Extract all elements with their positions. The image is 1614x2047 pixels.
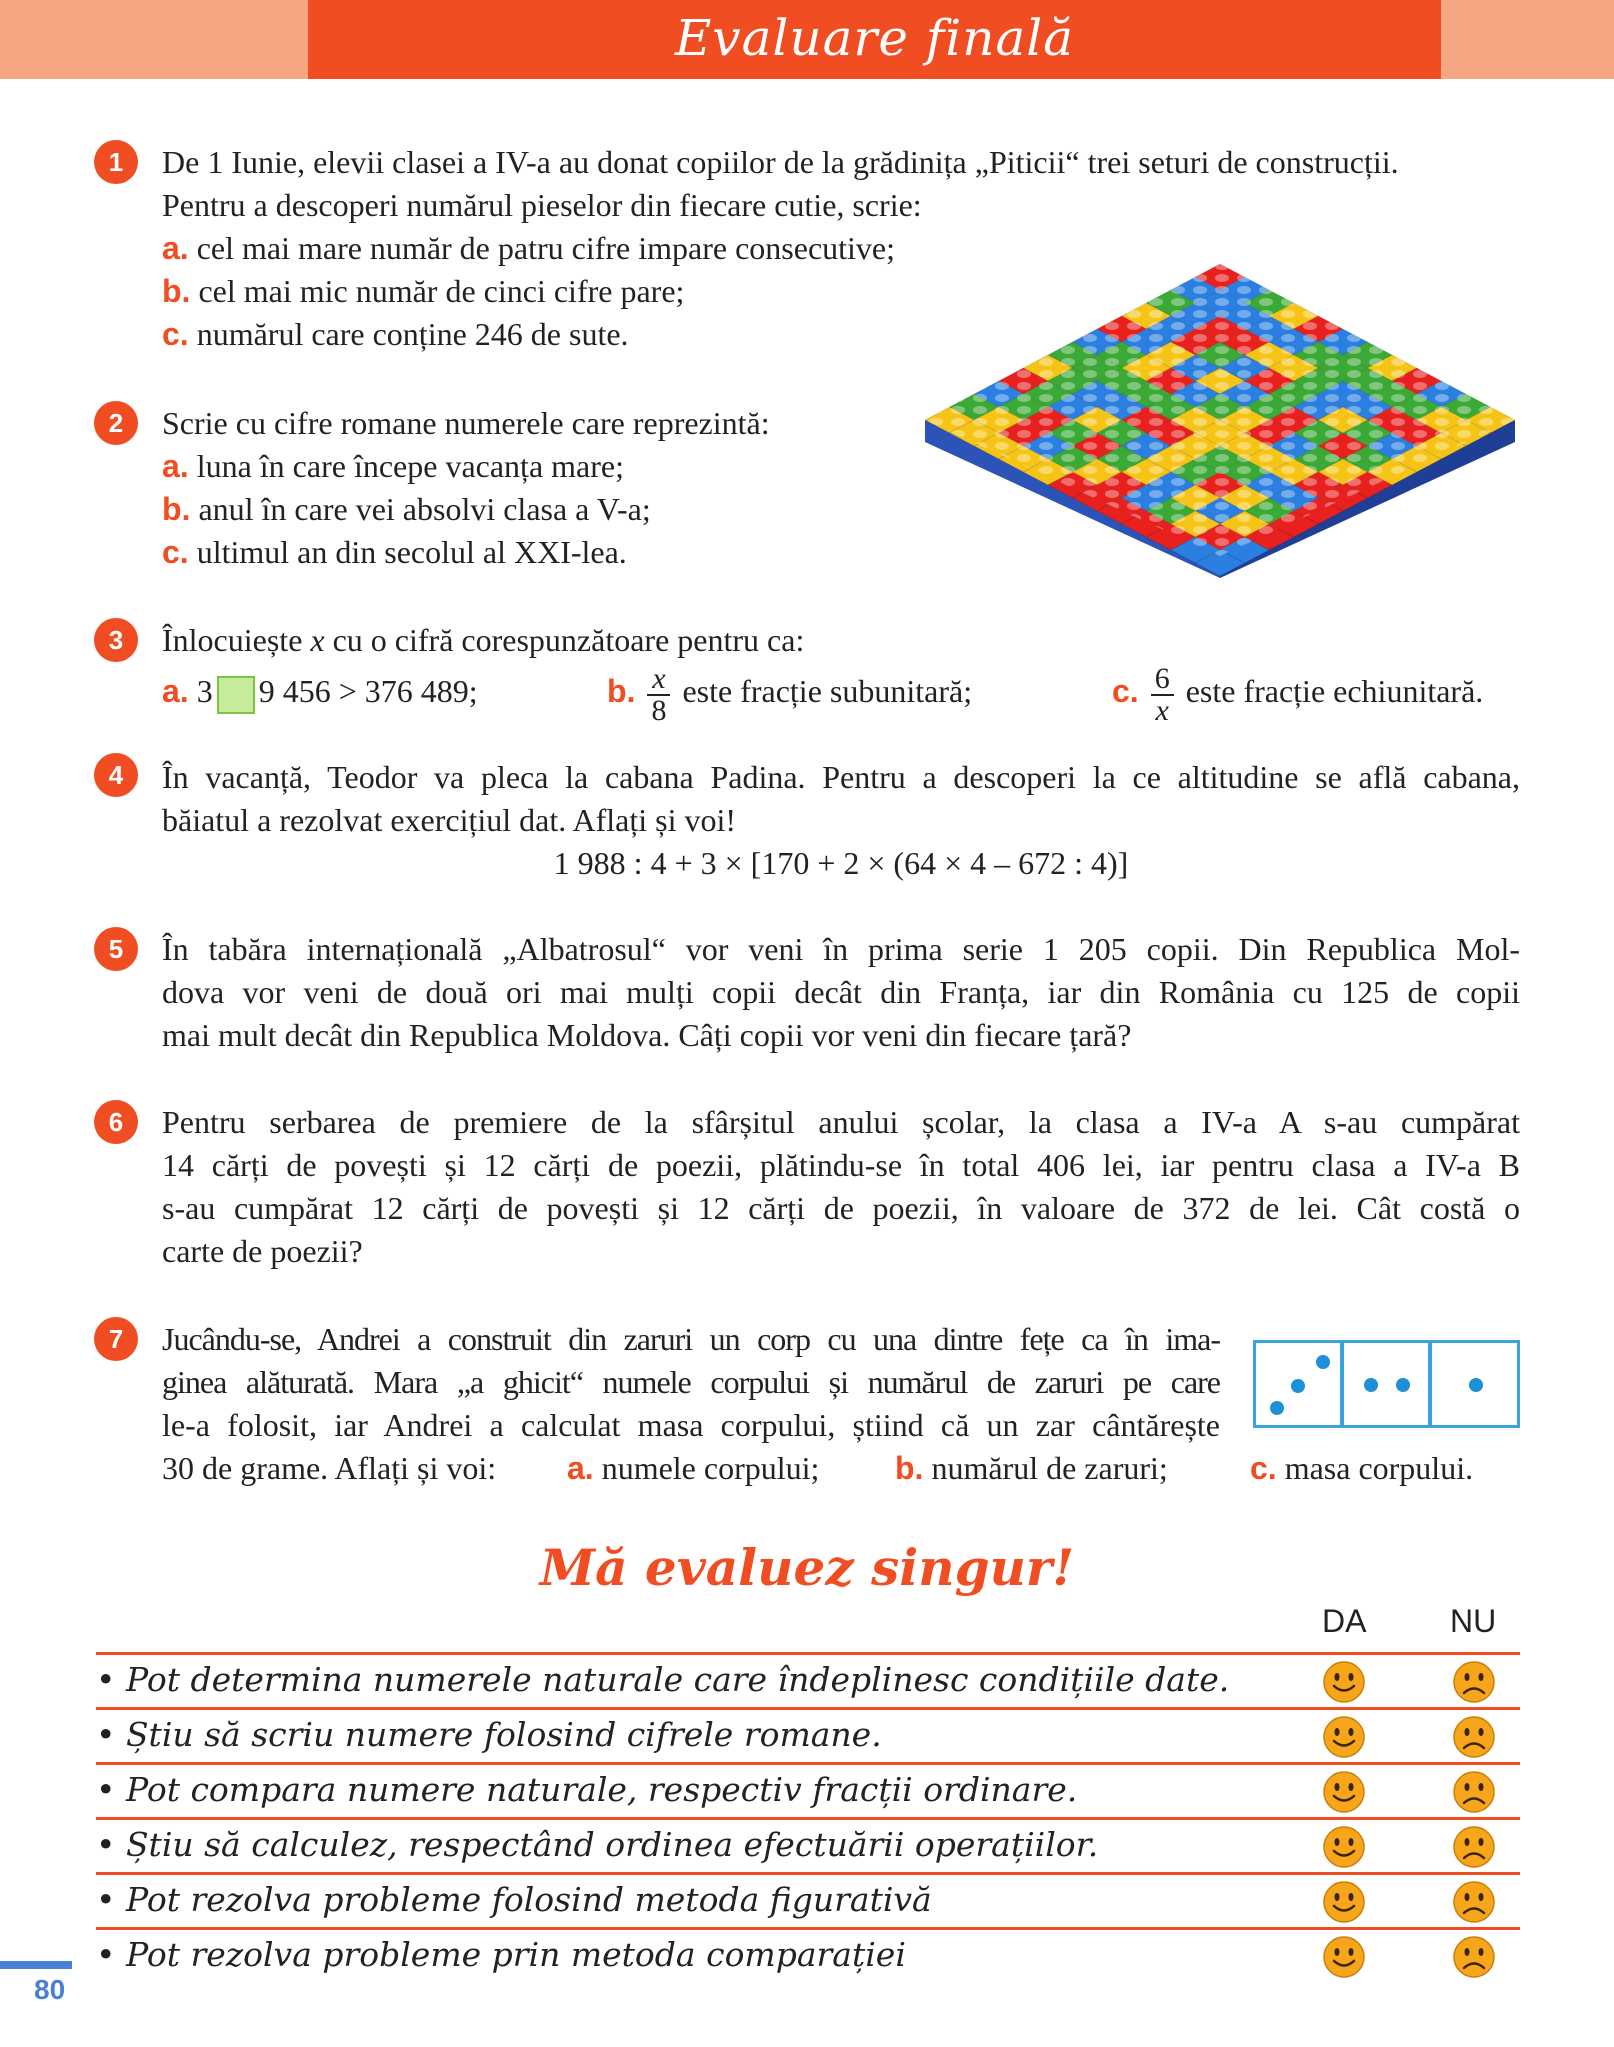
exercise-text: ginea alăturată. Mara „a ghicit“ numele corpului și numărul de zaruri pe care bbox=[162, 1364, 1220, 1400]
item-label: b. bbox=[162, 273, 191, 309]
exercise-5 bbox=[162, 928, 1520, 1057]
column-header-yes: DA bbox=[1322, 1603, 1367, 1639]
smiley-happy-icon[interactable] bbox=[1322, 1770, 1366, 1814]
smiley-sad-icon[interactable] bbox=[1452, 1715, 1496, 1759]
self-evaluation-title: Mă evaluez singur! bbox=[539, 1538, 1075, 1597]
exercise-text: carte de poezii? bbox=[162, 1233, 363, 1269]
exercise-number: 3 bbox=[94, 618, 138, 662]
fraction-numerator: 6 bbox=[1151, 664, 1174, 696]
smiley-sad-icon[interactable] bbox=[1452, 1825, 1496, 1869]
item-text: este fracție echiunitară. bbox=[1185, 673, 1484, 709]
exercise-text: dova vor veni de două ori mai mulți copii decât din Franța, iar din România cu 125 de copii bbox=[162, 974, 1520, 1010]
fraction-denominator: x bbox=[1155, 693, 1169, 727]
exercise-number: 7 bbox=[94, 1317, 138, 1361]
exercise-text: Jucându-se, Andrei a construit din zaruri un corp cu una dintre fețe ca în ima- bbox=[162, 1321, 1220, 1357]
item-text: 3 bbox=[196, 673, 213, 709]
exercise-3-items bbox=[162, 656, 1520, 726]
fraction-denominator: 8 bbox=[651, 693, 667, 727]
exercise-text: cu o cifră corespunzătoare pentru ca: bbox=[324, 622, 805, 658]
exercise-text: În vacanță, Teodor va pleca la cabana Padina. Pentru a descoperi la ce altitudine se află cabana, bbox=[162, 759, 1520, 795]
item-label: a. bbox=[567, 1450, 594, 1486]
smiley-happy-icon[interactable] bbox=[1322, 1660, 1366, 1704]
item-label: c. bbox=[162, 316, 189, 352]
item-text: numele corpului; bbox=[601, 1450, 820, 1486]
exercise-text: Pentru a descoperi numărul pieselor din fiecare cutie, scrie: bbox=[162, 187, 922, 223]
item-text: cel mai mic număr de cinci cifre pare; bbox=[198, 273, 685, 309]
exercise-text: Pentru serbarea de premiere de la sfârșitul anului școlar, la clasa a IV-a A s-au cumpărat bbox=[162, 1104, 1520, 1140]
item-label: c. bbox=[1250, 1450, 1277, 1486]
row-divider bbox=[96, 1927, 1520, 1930]
header-right-band bbox=[1441, 0, 1614, 79]
item-text: ultimul an din secolul al XXI-lea. bbox=[196, 534, 627, 570]
self-evaluation-statement: • Știu să scriu numere folosind cifrele romane. bbox=[96, 1715, 882, 1754]
item-text: cel mai mare număr de patru cifre impare consecutive; bbox=[196, 230, 896, 266]
row-divider bbox=[96, 1707, 1520, 1710]
item-text: luna în care începe vacanța mare; bbox=[196, 448, 624, 484]
exercise-text: le-a folosit, iar Andrei a calculat masa corpului, știind că un zar cântărește bbox=[162, 1407, 1220, 1443]
exercise-number: 4 bbox=[94, 753, 138, 797]
fraction-numerator: x bbox=[647, 664, 670, 696]
exercise-text: băiatul a rezolvat exercițiul dat. Aflați și voi! bbox=[162, 802, 737, 838]
smiley-sad-icon[interactable] bbox=[1452, 1660, 1496, 1704]
row-divider bbox=[96, 1817, 1520, 1820]
item-text: numărul care conține 246 de sute. bbox=[196, 316, 629, 352]
column-header-no: NU bbox=[1450, 1603, 1497, 1639]
smiley-happy-icon[interactable] bbox=[1322, 1880, 1366, 1924]
exercise-6 bbox=[162, 1101, 1520, 1273]
exercise-number: 6 bbox=[94, 1100, 138, 1144]
exercise-number: 1 bbox=[94, 140, 138, 184]
item-label: c. bbox=[162, 534, 189, 570]
item-text: numărul de zaruri; bbox=[931, 1450, 1168, 1486]
exercise-text: 30 de grame. Aflați și voi: bbox=[162, 1450, 497, 1486]
lego-board-illustration bbox=[925, 260, 1515, 580]
item-text: este fracție subunitară; bbox=[682, 673, 973, 709]
item-label: b. bbox=[607, 673, 636, 709]
smiley-happy-icon[interactable] bbox=[1322, 1715, 1366, 1759]
page-title: Evaluare finală bbox=[674, 9, 1075, 67]
smiley-happy-icon[interactable] bbox=[1322, 1935, 1366, 1979]
exercise-7 bbox=[162, 1318, 1220, 1447]
answer-box[interactable] bbox=[217, 676, 255, 714]
item-label: c. bbox=[1112, 673, 1139, 709]
item-label: a. bbox=[162, 448, 189, 484]
item-label: b. bbox=[162, 491, 191, 527]
page-number: 80 bbox=[34, 1974, 66, 2005]
self-evaluation-statement: • Pot determina numerele naturale care îndeplinesc condițiile date. bbox=[96, 1660, 1230, 1699]
exercise-2 bbox=[162, 402, 922, 574]
exercise-text: mai mult decât din Republica Moldova. Câți copii vor veni din fiecare țară? bbox=[162, 1017, 1132, 1053]
row-divider bbox=[96, 1652, 1520, 1655]
smiley-happy-icon[interactable] bbox=[1322, 1825, 1366, 1869]
exercise-number: 2 bbox=[94, 401, 138, 445]
item-text: anul în care vei absolvi clasa a V-a; bbox=[198, 491, 651, 527]
exercise-text: De 1 Iunie, elevii clasei a IV-a au donat copiilor de la grădinița „Piticii“ trei seturi de construcții. bbox=[162, 144, 1399, 180]
item-text: masa corpului. bbox=[1284, 1450, 1474, 1486]
exercise-text: Înlocuiește bbox=[162, 622, 311, 658]
fraction bbox=[1151, 661, 1174, 727]
smiley-sad-icon[interactable] bbox=[1452, 1935, 1496, 1979]
exercise-text: În tabăra internațională „Albatrosul“ vor veni în prima serie 1 205 copii. Din Republica Mol- bbox=[162, 931, 1520, 967]
item-label: a. bbox=[162, 673, 189, 709]
item-label: b. bbox=[895, 1450, 924, 1486]
fraction bbox=[647, 661, 670, 727]
math-expression: 1 988 : 4 + 3 × [170 + 2 × (64 × 4 – 672 : 4)] bbox=[553, 845, 1129, 881]
item-text: 9 456 > 376 489; bbox=[258, 673, 478, 709]
exercise-text: s-au cumpărat 12 cărți de povești și 12 cărți de poezii, în valoare de 372 de lei. Cât costă o bbox=[162, 1190, 1520, 1226]
dice-face-illustration bbox=[1253, 1340, 1521, 1428]
self-evaluation-statement: • Pot rezolva probleme prin metoda comparației bbox=[96, 1935, 906, 1974]
exercise-text: Scrie cu cifre romane numerele care reprezintă: bbox=[162, 405, 770, 441]
variable-x: x bbox=[310, 622, 325, 658]
self-evaluation-statement: • Pot rezolva probleme folosind metoda figurativă bbox=[96, 1880, 932, 1919]
self-evaluation-statement: • Pot compara numere naturale, respectiv fracții ordinare. bbox=[96, 1770, 1078, 1809]
exercise-number: 5 bbox=[94, 927, 138, 971]
item-label: a. bbox=[162, 230, 189, 266]
smiley-sad-icon[interactable] bbox=[1452, 1770, 1496, 1814]
row-divider bbox=[96, 1762, 1520, 1765]
footer-bar bbox=[0, 1961, 72, 1969]
exercise-4 bbox=[162, 756, 1520, 885]
exercise-text: 14 cărți de povești și 12 cărți de poezii, plătindu-se în total 406 lei, iar pentru clasa a IV-a B bbox=[162, 1147, 1520, 1183]
row-divider bbox=[96, 1872, 1520, 1875]
header-left-band bbox=[0, 0, 308, 79]
self-evaluation-statement: • Știu să calculez, respectând ordinea efectuării operațiilor. bbox=[96, 1825, 1099, 1864]
smiley-sad-icon[interactable] bbox=[1452, 1880, 1496, 1924]
exercise-7-items bbox=[162, 1447, 1520, 1490]
